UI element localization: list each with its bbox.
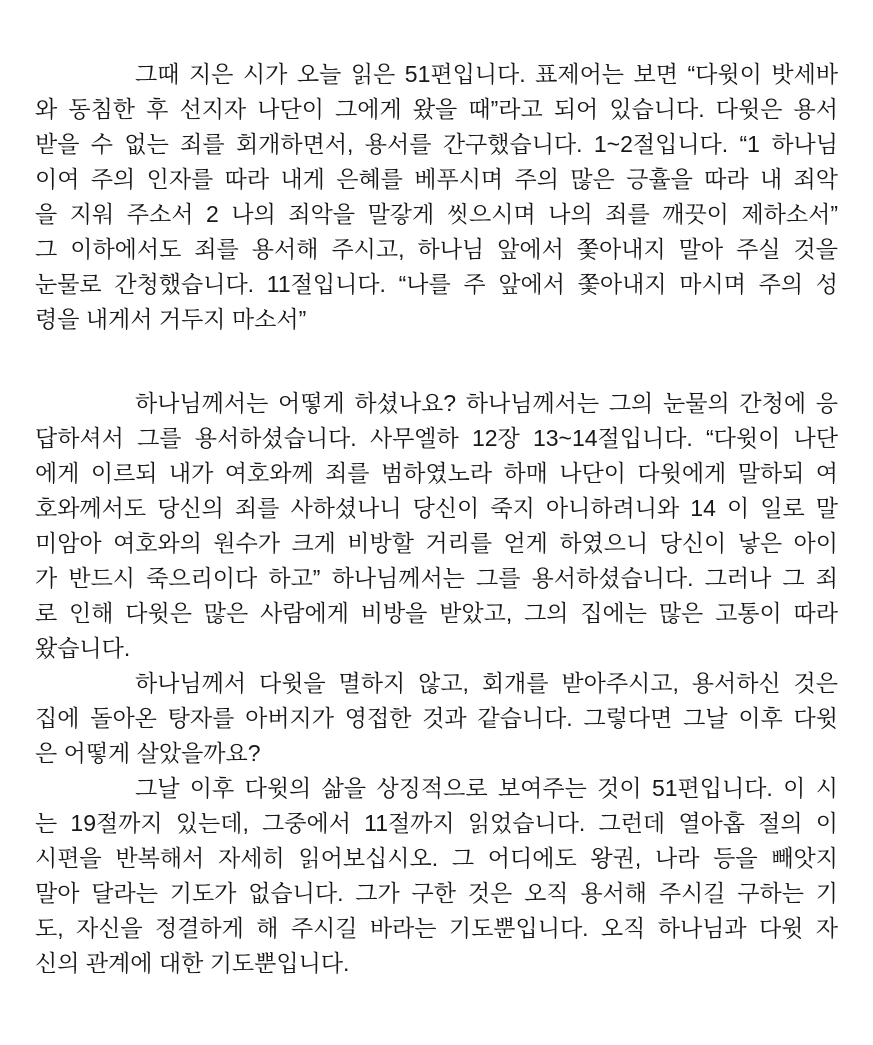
text-line: 가 반드시 죽으리이다 하고” 하나님께서는 그를 용서하셨습니다. 그러나 그 죄 (35, 565, 838, 591)
paragraph (35, 57, 838, 337)
text-line: 미암아 여호와의 원수가 크게 비방할 거리를 얻게 하였으니 당신이 낳은 아이 (35, 530, 838, 556)
text-line: 집에 돌아온 탕자를 아버지가 영접한 것과 같습니다. 그렇다면 그날 이후 다윗 (35, 705, 838, 731)
text-line: 에게 이르되 내가 여호와께 죄를 범하였노라 하매 나단이 다윗에게 말하되 여 (35, 460, 838, 486)
paragraph (35, 666, 838, 771)
text-line: 와 동침한 후 선지자 나단이 그에게 왔을 때”라고 되어 있습니다. 다윗은 용서 (35, 96, 838, 122)
text-line: 왔습니다. (35, 635, 131, 661)
text-line: 신의 관계에 대한 기도뿐입니다. (35, 950, 350, 976)
text-line: 로 인해 다윗은 많은 사람에게 비방을 받았고, 그의 집에는 많은 고통이 따라 (35, 600, 838, 626)
text-line: 은 어떻게 살았을까요? (35, 740, 261, 766)
text-line: 령을 내게서 거두지 마소서” (35, 306, 307, 332)
text-line: 이여 주의 인자를 따라 내게 은혜를 베푸시며 주의 많은 긍휼을 따라 내 죄악 (35, 166, 838, 192)
text-line: 받을 수 없는 죄를 회개하면서, 용서를 간구했습니다. 1~2절입니다. “1 하나님 (35, 131, 838, 157)
text-line: 을 지워 주소서 2 나의 죄악을 말갛게 씻으시며 나의 죄를 깨끗이 제하소서” (35, 201, 838, 227)
text-line: 말아 달라는 기도가 없습니다. 그가 구한 것은 오직 용서해 주시길 구하는 기 (35, 880, 838, 906)
text-line: 는 19절까지 있는데, 그중에서 11절까지 읽었습니다. 그런데 열아홉 절의 이 (35, 810, 838, 836)
text-line: 그날 이후 다윗의 삶을 상징적으로 보여주는 것이 51편입니다. 이 시 (135, 775, 838, 801)
paragraph (35, 771, 838, 981)
text-line: 도, 자신을 정결하게 해 주시길 바라는 기도뿐입니다. 오직 하나님과 다윗 자 (35, 915, 838, 941)
text-line: 하나님께서는 어떻게 하셨나요? 하나님께서는 그의 눈물의 간청에 응 (135, 390, 838, 416)
text-line: 그 이하에서도 죄를 용서해 주시고, 하나님 앞에서 쫓아내지 말아 주실 것을 (35, 236, 838, 262)
text-line: 그때 지은 시가 오늘 읽은 51편입니다. 표제어는 보면 “다윗이 밧세바 (135, 61, 838, 87)
text-line: 답하셔서 그를 용서하셨습니다. 사무엘하 12장 13~14절입니다. “다윗이 나단 (35, 425, 838, 451)
text-line: 하나님께서 다윗을 멸하지 않고, 회개를 받아주시고, 용서하신 것은 (135, 670, 838, 696)
paragraph (35, 386, 838, 666)
text-line: 호와께서도 당신의 죄를 사하셨나니 당신이 죽지 아니하려니와 14 이 일로 말 (35, 495, 838, 521)
document-body (35, 57, 838, 981)
text-line: 시편을 반복해서 자세히 읽어보십시오. 그 어디에도 왕권, 나라 등을 빼앗지 (35, 845, 838, 871)
text-line: 눈물로 간청했습니다. 11절입니다. “나를 주 앞에서 쫓아내지 마시며 주의 성 (35, 271, 838, 297)
